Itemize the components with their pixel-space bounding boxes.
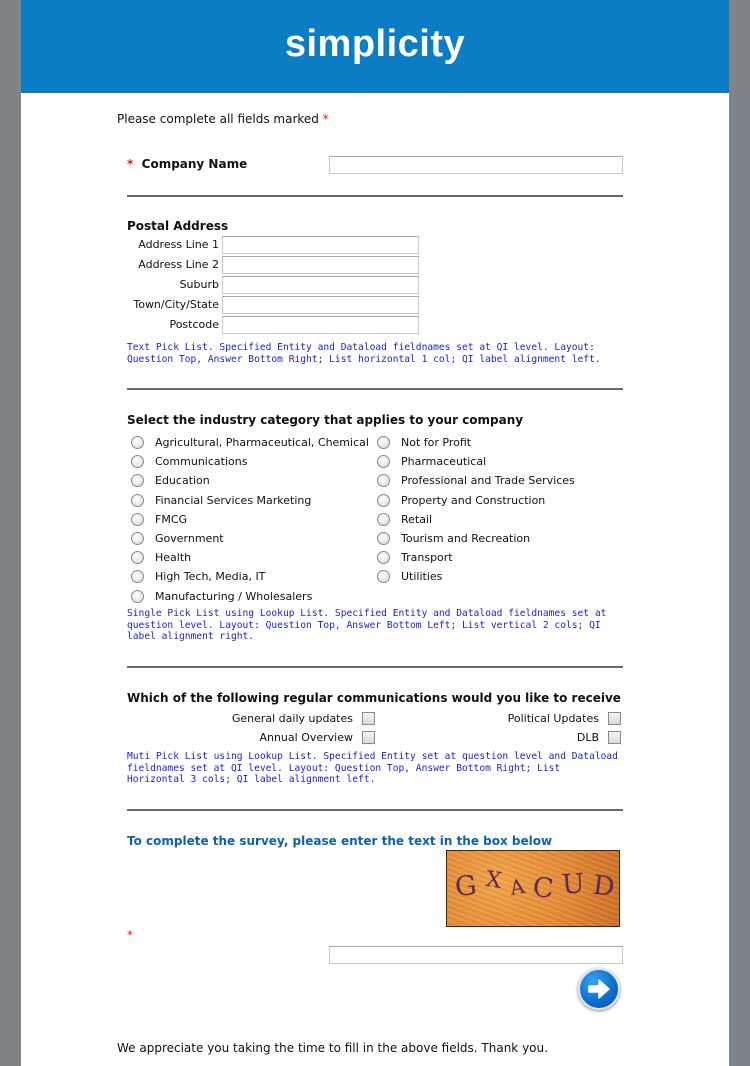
industry-options-right — [377, 433, 575, 587]
address-line-1-input[interactable] — [222, 236, 419, 254]
industry-option[interactable] — [377, 452, 575, 471]
company-name-label-text: Company Name — [141, 157, 248, 171]
address-line-1-label: Address Line 1 — [138, 238, 219, 251]
checkbox[interactable] — [608, 731, 621, 744]
checkbox[interactable] — [608, 712, 621, 725]
option-label: Financial Services Marketing — [155, 493, 312, 507]
option-label: Utilities — [401, 570, 443, 584]
captcha-letter: A — [507, 873, 527, 901]
industry-option[interactable] — [377, 433, 575, 452]
captcha-text — [453, 867, 617, 905]
option-label: High Tech, Media, IT — [155, 570, 266, 584]
divider — [127, 388, 623, 390]
radio-button[interactable] — [131, 570, 144, 583]
radio-button[interactable] — [377, 455, 390, 468]
option-label: Manufacturing / Wholesalers — [155, 589, 313, 603]
required-marker: * — [127, 157, 134, 171]
industry-option[interactable] — [131, 587, 369, 606]
required-marker: * — [127, 928, 133, 942]
option-label: Transport — [401, 551, 453, 565]
town-city-state-row — [127, 296, 427, 316]
postal-address-title: Postal Address — [127, 219, 229, 233]
industry-option[interactable] — [131, 548, 369, 567]
company-name-input[interactable] — [329, 156, 623, 174]
radio-button[interactable] — [377, 474, 390, 487]
industry-option[interactable] — [377, 510, 575, 529]
company-name-label — [127, 157, 247, 171]
captcha-letter: U — [560, 868, 586, 901]
captcha-letter: C — [531, 872, 555, 905]
radio-button[interactable] — [377, 551, 390, 564]
suburb-input[interactable] — [222, 276, 419, 294]
address-line-1-row — [127, 236, 427, 256]
intro-label: Please complete all fields marked — [117, 112, 319, 126]
suburb-row — [127, 276, 427, 296]
postal-config-note: Text Pick List. Specified Entity and Dataload fieldnames set at QI level. Layout: Question Top, Answer Bottom Right; List horizontal 1 col; QI label alignment left. — [127, 342, 601, 365]
checkbox[interactable] — [362, 731, 375, 744]
required-marker: * — [322, 112, 329, 126]
form-page — [21, 0, 729, 1066]
option-label: Education — [155, 474, 210, 488]
industry-options-left — [131, 433, 369, 606]
radio-button[interactable] — [131, 551, 144, 564]
industry-option[interactable] — [131, 491, 369, 510]
next-button[interactable] — [578, 968, 620, 1010]
captcha-instruction: To complete the survey, please enter the text in the box below — [127, 834, 553, 848]
industry-option[interactable] — [131, 529, 369, 548]
captcha-input[interactable] — [329, 946, 623, 964]
arrow-right-icon — [584, 974, 614, 1004]
address-line-2-label: Address Line 2 — [138, 258, 219, 271]
industry-option[interactable] — [131, 471, 369, 490]
radio-button[interactable] — [131, 513, 144, 526]
option-label: Tourism and Recreation — [401, 532, 531, 546]
brand-title: simplicity — [284, 23, 466, 65]
communications-question-title: Which of the following regular communications would you like to receive — [127, 691, 621, 705]
suburb-label: Suburb — [179, 278, 219, 291]
industry-option[interactable] — [377, 529, 575, 548]
industry-config-note: Single Pick List using Lookup List. Specified Entity and Dataload fieldnames set at question level. Layout: Question Top, Answer Bottom Left; List vertical 2 cols; QI label alignment right. — [127, 608, 607, 642]
captcha-letter: G — [453, 869, 479, 904]
option-label: Health — [155, 551, 192, 565]
radio-button[interactable] — [377, 494, 390, 507]
postcode-label: Postcode — [169, 318, 219, 331]
thank-you-text: We appreciate you taking the time to fill in the above fields. Thank you. — [117, 1041, 548, 1055]
radio-button[interactable] — [131, 474, 144, 487]
industry-option[interactable] — [377, 471, 575, 490]
header-banner — [21, 0, 729, 93]
industry-option[interactable] — [377, 567, 575, 586]
option-label: Annual Overview — [259, 730, 353, 744]
town-city-state-input[interactable] — [222, 296, 419, 314]
comm-option-dlb[interactable] — [471, 728, 621, 746]
option-label: General daily updates — [231, 711, 353, 725]
comm-option-general-daily-updates[interactable] — [221, 709, 375, 727]
industry-option[interactable] — [131, 510, 369, 529]
intro-text — [117, 112, 329, 126]
town-city-state-label: Town/City/State — [133, 298, 219, 311]
comm-option-political-updates[interactable] — [471, 709, 621, 727]
industry-option[interactable] — [131, 433, 369, 452]
radio-button[interactable] — [131, 590, 144, 603]
option-label: Pharmaceutical — [401, 455, 487, 469]
radio-button[interactable] — [131, 494, 144, 507]
divider — [127, 195, 623, 197]
radio-button[interactable] — [377, 570, 390, 583]
radio-button[interactable] — [131, 532, 144, 545]
option-label: Property and Construction — [401, 493, 546, 507]
address-line-2-row — [127, 256, 427, 276]
option-label: Retail — [401, 512, 433, 526]
radio-button[interactable] — [131, 436, 144, 449]
industry-option[interactable] — [131, 452, 369, 471]
industry-question-title: Select the industry category that applies to your company — [127, 413, 524, 427]
divider — [127, 809, 623, 811]
option-label: FMCG — [155, 512, 188, 526]
option-label: Political Updates — [507, 711, 599, 725]
radio-button[interactable] — [377, 532, 390, 545]
industry-option[interactable] — [377, 491, 575, 510]
comm-option-annual-overview[interactable] — [221, 728, 375, 746]
captcha-letter: X — [484, 867, 504, 895]
checkbox[interactable] — [362, 712, 375, 725]
company-name-question — [127, 156, 623, 176]
option-label: DLB — [576, 730, 599, 744]
divider — [127, 666, 623, 668]
option-label: Professional and Trade Services — [401, 474, 575, 488]
industry-option[interactable] — [377, 548, 575, 567]
radio-button[interactable] — [131, 455, 144, 468]
radio-button[interactable] — [377, 513, 390, 526]
address-line-2-input[interactable] — [222, 256, 419, 274]
option-label: Communications — [155, 455, 248, 469]
postcode-input[interactable] — [222, 316, 419, 334]
option-label: Agricultural, Pharmaceutical, Chemical — [155, 436, 369, 450]
captcha-image — [446, 850, 620, 927]
communications-config-note: Muti Pick List using Lookup List. Specified Entity set at question level and Dataload fieldnames set at QI level. Layout: Question Top, Answer Bottom Right; List Horizontal 3 cols; QI label alignment left. — [127, 751, 618, 785]
postcode-row — [127, 316, 427, 336]
captcha-letter: D — [591, 869, 617, 904]
option-label: Not for Profit — [401, 436, 472, 450]
industry-option[interactable] — [131, 567, 369, 586]
option-label: Government — [155, 532, 224, 546]
radio-button[interactable] — [377, 436, 390, 449]
